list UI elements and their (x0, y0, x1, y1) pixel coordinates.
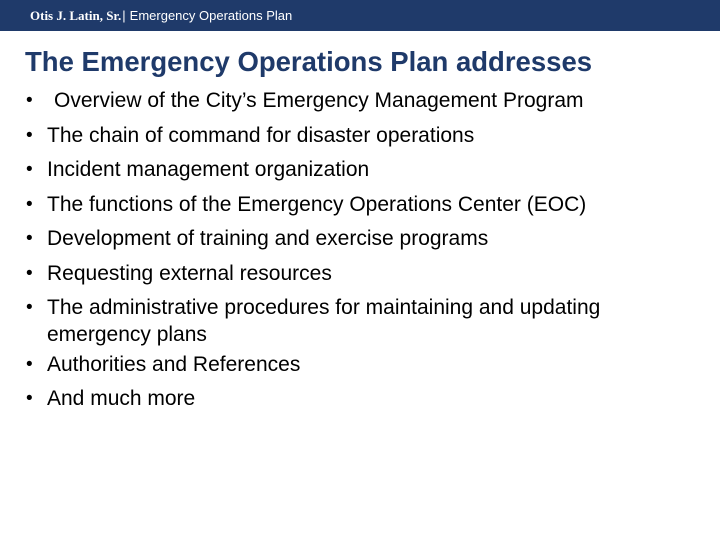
list-item (22, 222, 702, 257)
bullet-list (22, 84, 702, 417)
list-item (22, 257, 702, 292)
list-item (22, 188, 702, 223)
bullet-icon: • (26, 193, 33, 215)
bullet-text-line1: The administrative procedures for maintaining and updating (47, 296, 601, 319)
bullet-text: And much more (47, 387, 196, 410)
bullet-icon: • (26, 159, 33, 180)
bullet-text: The functions of the Emergency Operations Center (EOC) (47, 192, 587, 216)
bullet-text-multiline (44, 291, 702, 348)
bullet-text: Development of training and exercise programs (47, 227, 489, 250)
bullet-icon: • (26, 124, 33, 146)
bullet-text: Overview of the City’s Emergency Management Program (54, 89, 584, 112)
bullet-icon: • (26, 297, 33, 318)
list-item (22, 291, 702, 348)
bullet-text: Requesting external resources (47, 261, 332, 285)
list-item (22, 382, 702, 417)
header-bar (0, 0, 720, 31)
bullet-text-line2: emergency plans (47, 322, 207, 346)
list-item (22, 119, 702, 154)
bullet-icon: • (26, 90, 33, 111)
header-author: Otis J. Latin, Sr. (30, 7, 122, 23)
bullet-icon: • (26, 353, 33, 375)
bullet-text: Incident management organization (47, 158, 370, 181)
list-item (22, 153, 702, 188)
header-separator: | (122, 8, 126, 23)
list-item (22, 84, 702, 119)
bullet-text: The chain of command for disaster operations (47, 123, 475, 147)
bullet-icon: • (26, 388, 33, 409)
bullet-text: Authorities and References (47, 352, 301, 376)
list-item (22, 348, 702, 383)
bullet-icon: • (26, 228, 33, 249)
slide-title: The Emergency Operations Plan addresses (25, 46, 593, 77)
bullet-icon: • (26, 262, 33, 284)
header-subject: Emergency Operations Plan (129, 8, 293, 23)
